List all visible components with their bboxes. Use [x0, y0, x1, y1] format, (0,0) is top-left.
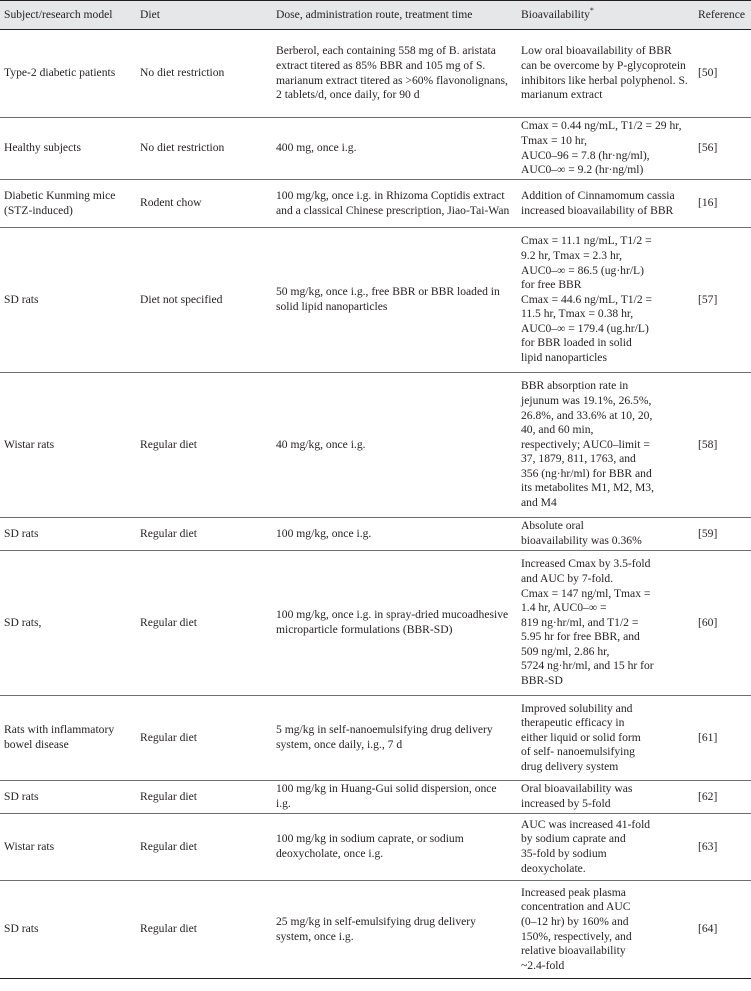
cell-subject: SD rats,: [4, 615, 42, 629]
table-row: [0, 228, 751, 373]
cell-bioavailability: Cmax = 11.1 ng/mL, T1/2 = 9.2 hr, Tmax = 2.3 hr, AUC0–∞ = 86.5 (ug·hr/L) for free BBR Cmax = 44.6 ng/mL, T1/2 = 11.5 hr, Tmax = 0.38 hr, AUC0–∞ = 179.4 (ug.hr/L) for BBR loaded in solid lipid nanoparticles: [521, 234, 653, 365]
cell-dose: 100 mg/kg, once i.g. in spray-dried mucoadhesive microparticle formulations (BBR-SD): [276, 608, 509, 636]
cell-reference: [16]: [698, 196, 718, 210]
cell-reference: [64]: [698, 922, 718, 936]
cell-subject: Wistar rats: [4, 437, 55, 451]
table-row: [0, 518, 751, 551]
cell-diet: Regular diet: [140, 526, 197, 540]
cell-subject: SD rats: [4, 922, 39, 936]
cell-bioavailability: Improved solubility and therapeutic efficacy in either liquid or solid form of self- nanoemulsifying drug delivery system: [521, 701, 641, 773]
cell-dose: 5 mg/kg in self-nanoemulsifying drug delivery system, once daily, i.g., 7 d: [276, 723, 493, 751]
cell-bioavailability: Absolute oral bioavailability was 0.36%: [521, 519, 642, 547]
table-row: [0, 781, 751, 814]
header-subject: Subject/research model: [4, 7, 113, 21]
cell-reference: [61]: [698, 730, 718, 744]
cell-subject: Healthy subjects: [4, 141, 81, 155]
cell-subject: Wistar rats: [4, 839, 55, 853]
cell-dose: 40 mg/kg, once i.g.: [276, 437, 366, 451]
cell-diet: Regular diet: [140, 730, 197, 744]
cell-diet: Diet not specified: [140, 292, 223, 306]
cell-reference: [56]: [698, 141, 718, 155]
cell-dose: 100 mg/kg in sodium caprate, or sodium deoxycholate, once i.g.: [276, 832, 464, 860]
cell-subject: SD rats: [4, 789, 39, 803]
cell-reference: [63]: [698, 839, 718, 853]
cell-subject: Diabetic Kunming mice (STZ-induced): [4, 188, 116, 217]
cell-bioavailability: BBR absorption rate in jejunum was 19.1%, 26.5%, 26.8%, and 33.6% at 10, 20, 40, and 60 min, respectively; AUC0–limit = 37, 1879, 811, 1763, and 356 (ng·hr/ml) for BBR and its metabolites M1, M2, M3, and M4: [521, 379, 655, 510]
cell-diet: No diet restriction: [140, 66, 225, 80]
cell-bioavailability: AUC was increased 41-fold by sodium caprate and 35-fold by sodium deoxycholate.: [521, 817, 651, 875]
table-row: [0, 373, 751, 518]
cell-diet: Rodent chow: [140, 196, 202, 210]
cell-diet: Regular diet: [140, 437, 197, 451]
cell-dose: 25 mg/kg in self-emulsifying drug delivery system, once i.g.: [276, 914, 476, 943]
cell-diet: Regular diet: [140, 839, 197, 853]
table-row: [0, 180, 751, 228]
cell-dose: 100 mg/kg in Huang-Gui solid dispersion, once i.g.: [276, 782, 497, 810]
cell-dose: 400 mg, once i.g.: [276, 141, 357, 155]
cell-reference: [59]: [698, 526, 718, 540]
cell-bioavailability: Cmax = 0.44 ng/mL, T1/2 = 29 hr, Tmax = 10 hr, AUC0–96 = 7.8 (hr·ng/ml), AUC0–∞ = 9.2 (hr·ng/ml): [521, 119, 682, 177]
table-header-row: [0, 1, 751, 30]
cell-diet: No diet restriction: [140, 141, 225, 155]
cell-dose: 50 mg/kg, once i.g., free BBR or BBR loaded in solid lipid nanoparticles: [276, 285, 500, 313]
table-row: [0, 30, 751, 118]
cell-reference: [60]: [698, 615, 718, 629]
table-row: [0, 881, 751, 979]
cell-subject: Rats with inflammatory bowel disease: [4, 723, 115, 751]
cell-diet: Regular diet: [140, 789, 197, 803]
cell-bioavailability: Oral bioavailability was increased by 5-fold: [521, 782, 633, 810]
cell-bioavailability: Low oral bioavailability of BBR can be overcome by P-glycoprotein inhibitors like herbal polyphenol. S. marianum extract: [521, 44, 688, 102]
cell-dose: 100 mg/kg, once i.g.: [276, 526, 372, 540]
cell-bioavailability: Increased Cmax by 3.5-fold and AUC by 7-fold. Cmax = 147 ng/ml, Tmax = 1.4 hr, AUC0–∞ = 819 ng·hr/ml, and T1/2 = 5.95 hr for free BBR, and 509 ng/ml, 2.86 hr, 5724 ng·hr/ml, and 15 hr for BBR-SD: [521, 557, 654, 688]
cell-subject: Type-2 diabetic patients: [4, 66, 116, 80]
cell-dose: 100 mg/kg, once i.g. in Rhizoma Coptidis extract and a classical Chinese prescription, Jiao-Tai-Wan: [276, 188, 510, 217]
header-bioavailability-footnote-mark: *: [589, 5, 594, 15]
cell-diet: Regular diet: [140, 922, 197, 936]
header-bioavailability-text: Bioavailability: [521, 7, 590, 21]
table-row: [0, 118, 751, 180]
table-row: [0, 814, 751, 881]
cell-bioavailability: Increased peak plasma concentration and AUC (0–12 hr) by 160% and 150%, respectively, and relative bioavailability ~2.4-fold: [521, 885, 632, 972]
cell-subject: SD rats: [4, 292, 39, 306]
cell-reference: [62]: [698, 789, 718, 803]
cell-reference: [58]: [698, 437, 718, 451]
header-dose: Dose, administration route, treatment time: [276, 7, 473, 21]
table-row: [0, 551, 751, 696]
cell-reference: [57]: [698, 292, 718, 306]
header-reference: Reference: [698, 7, 745, 21]
header-diet: Diet: [140, 7, 160, 21]
cell-dose: Berberol, each containing 558 mg of B. aristata extract titered as 85% BBR and 105 mg of S. marianum extract titered as >60% flavonolignans, 2 tablets/d, once daily, for 90 d: [276, 44, 508, 102]
cell-subject: SD rats: [4, 526, 39, 540]
cell-bioavailability: Addition of Cinnamomum cassia increased bioavailability of BBR: [521, 188, 675, 217]
cell-diet: Regular diet: [140, 615, 197, 629]
cell-reference: [50]: [698, 66, 718, 80]
header-bioavailability: [517, 1, 694, 30]
table-row: [0, 696, 751, 781]
